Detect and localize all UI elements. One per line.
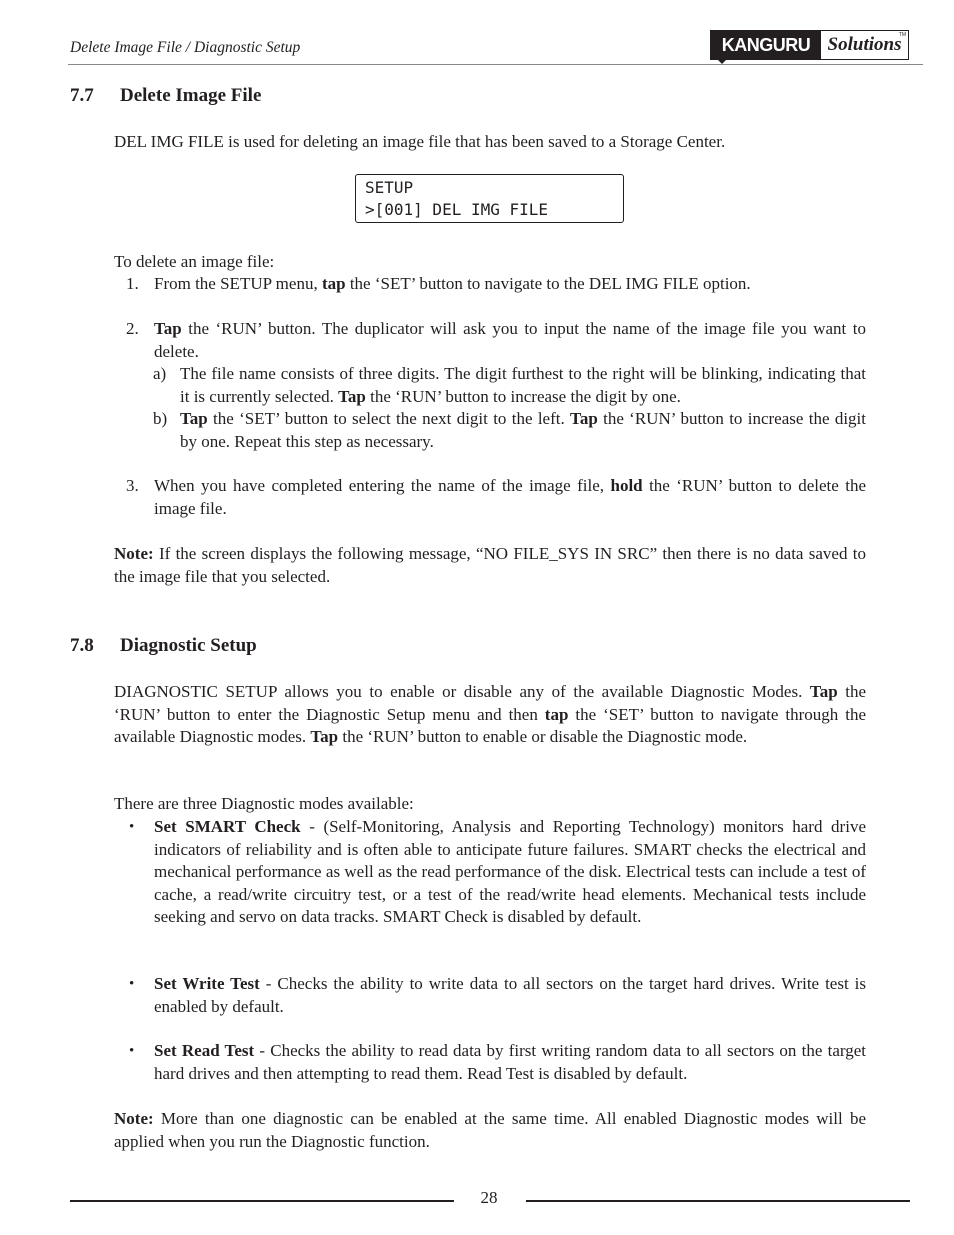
section-heading-diagnostic-setup [70, 634, 257, 658]
step-marker: 2. [126, 319, 139, 338]
diagnostic-intro-paragraph: DIAGNOSTIC SETUP allows you to enable or disable any of the available Diagnostic Modes. Tap the ‘RUN’ button to enter the Diagnostic Setup menu and then tap the ‘SET’ button to navigate through the available Diagnostic modes. Tap the ‘RUN’ button to enable or disable the Diagnostic mode. [114, 682, 866, 747]
delete-steps-lead: To delete an image file: [114, 252, 275, 271]
step-text: When you have completed entering the name of the image file, hold the ‘RUN’ button to delete the image file. [154, 476, 867, 518]
bullet-smart-check [126, 816, 866, 929]
logo-sub-text: Solutions [827, 33, 902, 55]
page-number: 28 [480, 1188, 498, 1207]
delete-intro-paragraph: DEL IMG FILE is used for deleting an image file that has been saved to a Storage Center. [114, 132, 726, 151]
substep-text: Tap the ‘SET’ button to select the next digit to the left. Tap the ‘RUN’ button to increase the digit by one. Repeat this step as necessary. [180, 409, 866, 451]
section-number: 7.7 [70, 85, 94, 106]
bullet-marker: • [129, 819, 135, 835]
substep-marker: a) [153, 364, 167, 383]
step-text: From the SETUP menu, tap the ‘SET’ button to navigate to the DEL IMG FILE option. [154, 274, 751, 293]
section-number: 7.8 [70, 635, 94, 656]
diagnostic-note [114, 1108, 866, 1153]
section-title: Diagnostic Setup [120, 635, 257, 656]
bullet-marker: • [129, 1043, 135, 1059]
delete-step-2 [126, 318, 866, 363]
logo-brand-text: KANGURU [711, 31, 821, 59]
substep-text: The file name consists of three digits. The digit furthest to the right will be blinking, indicating that it is currently selected. Tap the ‘RUN’ button to increase the digit by one. [180, 364, 866, 406]
page-header-title: Delete Image File / Diagnostic Setup [70, 39, 301, 56]
lcd-line-2: >[001] DEL IMG FILE [365, 200, 549, 219]
note-label: Note: [114, 544, 154, 563]
lcd-line-1: SETUP [365, 178, 414, 197]
section-title: Delete Image File [120, 85, 262, 106]
bullet-read-test [126, 1040, 866, 1085]
note-label: Note: [114, 1109, 154, 1128]
delete-substep-b [153, 408, 866, 453]
delete-step-1 [126, 273, 866, 296]
section-heading-delete-image-file [70, 84, 261, 108]
logo-trademark: TM [898, 32, 906, 38]
header-divider [68, 64, 923, 65]
delete-note [114, 543, 866, 588]
kanguru-logo [710, 30, 909, 60]
diagnostic-modes-lead: There are three Diagnostic modes available: [114, 794, 414, 813]
bullet-text: Set Write Test - Checks the ability to write data to all sectors on the target hard drives. Write test is enabled by default. [154, 974, 866, 1016]
note-text: More than one diagnostic can be enabled at the same time. All enabled Diagnostic modes will be applied when you run the Diagnostic function. [114, 1109, 866, 1151]
note-text: If the screen displays the following message, “NO FILE_SYS IN SRC” then there is no data saved to the image file that you selected. [114, 544, 866, 586]
delete-step-3 [126, 475, 866, 520]
bullet-text: Set Read Test - Checks the ability to read data by first writing random data to all sectors on the target hard drives and then attempting to read them. Read Test is disabled by default. [154, 1041, 866, 1083]
bullet-marker: • [129, 976, 135, 992]
footer-rule-left [70, 1200, 454, 1202]
footer-rule-right [526, 1200, 910, 1202]
bullet-text: Set SMART Check - (Self-Monitoring, Analysis and Reporting Technology) monitors hard drive indicators of reliability and is often able to anticipate future failures. SMART checks the electrical and mechanical performance as well as the read performance of the disk. Electrical tests can include a test of cache, a read/write circuitry test, or a test of the read/write head elements. Mechanical tests include seeking and servo on data tracks. SMART Check is disabled by default. [154, 817, 866, 927]
lcd-display [355, 174, 624, 223]
step-text: Tap the ‘RUN’ button. The duplicator will ask you to input the name of the image file you want to delete. [154, 319, 866, 361]
delete-substep-a [153, 363, 866, 408]
substep-marker: b) [153, 409, 168, 428]
bullet-write-test [126, 973, 866, 1018]
step-marker: 1. [126, 274, 139, 293]
step-marker: 3. [126, 476, 139, 495]
